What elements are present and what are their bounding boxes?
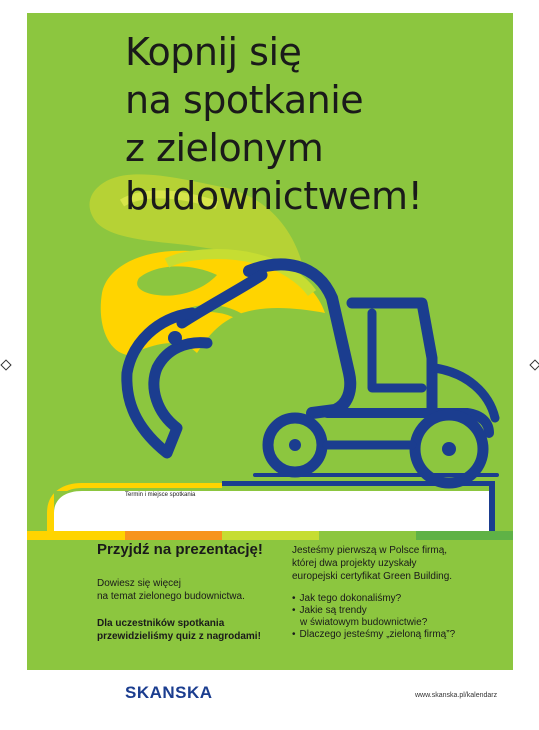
- bullet-item: • Jakie są trendy: [292, 605, 455, 617]
- bullet-item: • Jak tego dokonaliśmy?: [292, 593, 455, 605]
- resize-handle-left[interactable]: [0, 359, 11, 370]
- skanska-logo: SKANSKA: [125, 683, 213, 702]
- presentation-subtext: [97, 577, 245, 603]
- footer-url[interactable]: www.skanska.pl/kalendarz: [415, 692, 498, 699]
- resize-handle-right[interactable]: [529, 359, 539, 370]
- bullet-item-continuation: [292, 617, 455, 629]
- headline-line: Kopnij się: [125, 30, 302, 74]
- stripe-green: [319, 531, 416, 540]
- venue-field[interactable]: [54, 491, 489, 531]
- quiz-line: Dla uczestników spotkania: [97, 618, 225, 629]
- stripe-lime: [222, 531, 319, 540]
- venue-label: Termin i miejsce spotkania: [125, 492, 196, 498]
- quiz-note: [97, 617, 261, 643]
- about-intro: [292, 544, 452, 583]
- presentation-heading: Przyjdź na prezentację!: [97, 541, 263, 558]
- bullet-continuation-text: w światowym budownictwie?: [300, 617, 428, 628]
- stripe-darkgreen: [416, 531, 513, 540]
- quiz-line: przewidzieliśmy quiz z nagrodami!: [97, 631, 261, 642]
- subtext-line: Dowiesz się więcej: [97, 578, 181, 589]
- subtext-line: na temat zielonego budownictwa.: [97, 591, 245, 602]
- headline: [125, 28, 422, 220]
- headline-line: z zielonym: [125, 126, 324, 170]
- intro-line: której dwa projekty uzyskały: [292, 558, 417, 569]
- color-stripe: [27, 531, 513, 540]
- intro-line: europejski certyfikat Green Building.: [292, 571, 453, 582]
- intro-line: Jesteśmy pierwszą w Polsce firmą,: [292, 545, 448, 556]
- about-bullets: [292, 593, 455, 641]
- stripe-yellow: [27, 531, 125, 540]
- bullet-item: • Dlaczego jesteśmy „zieloną firmą”?: [292, 629, 455, 641]
- headline-line: budownictwem!: [125, 174, 423, 218]
- headline-line: na spotkanie: [125, 78, 364, 122]
- stripe-orange: [125, 531, 222, 540]
